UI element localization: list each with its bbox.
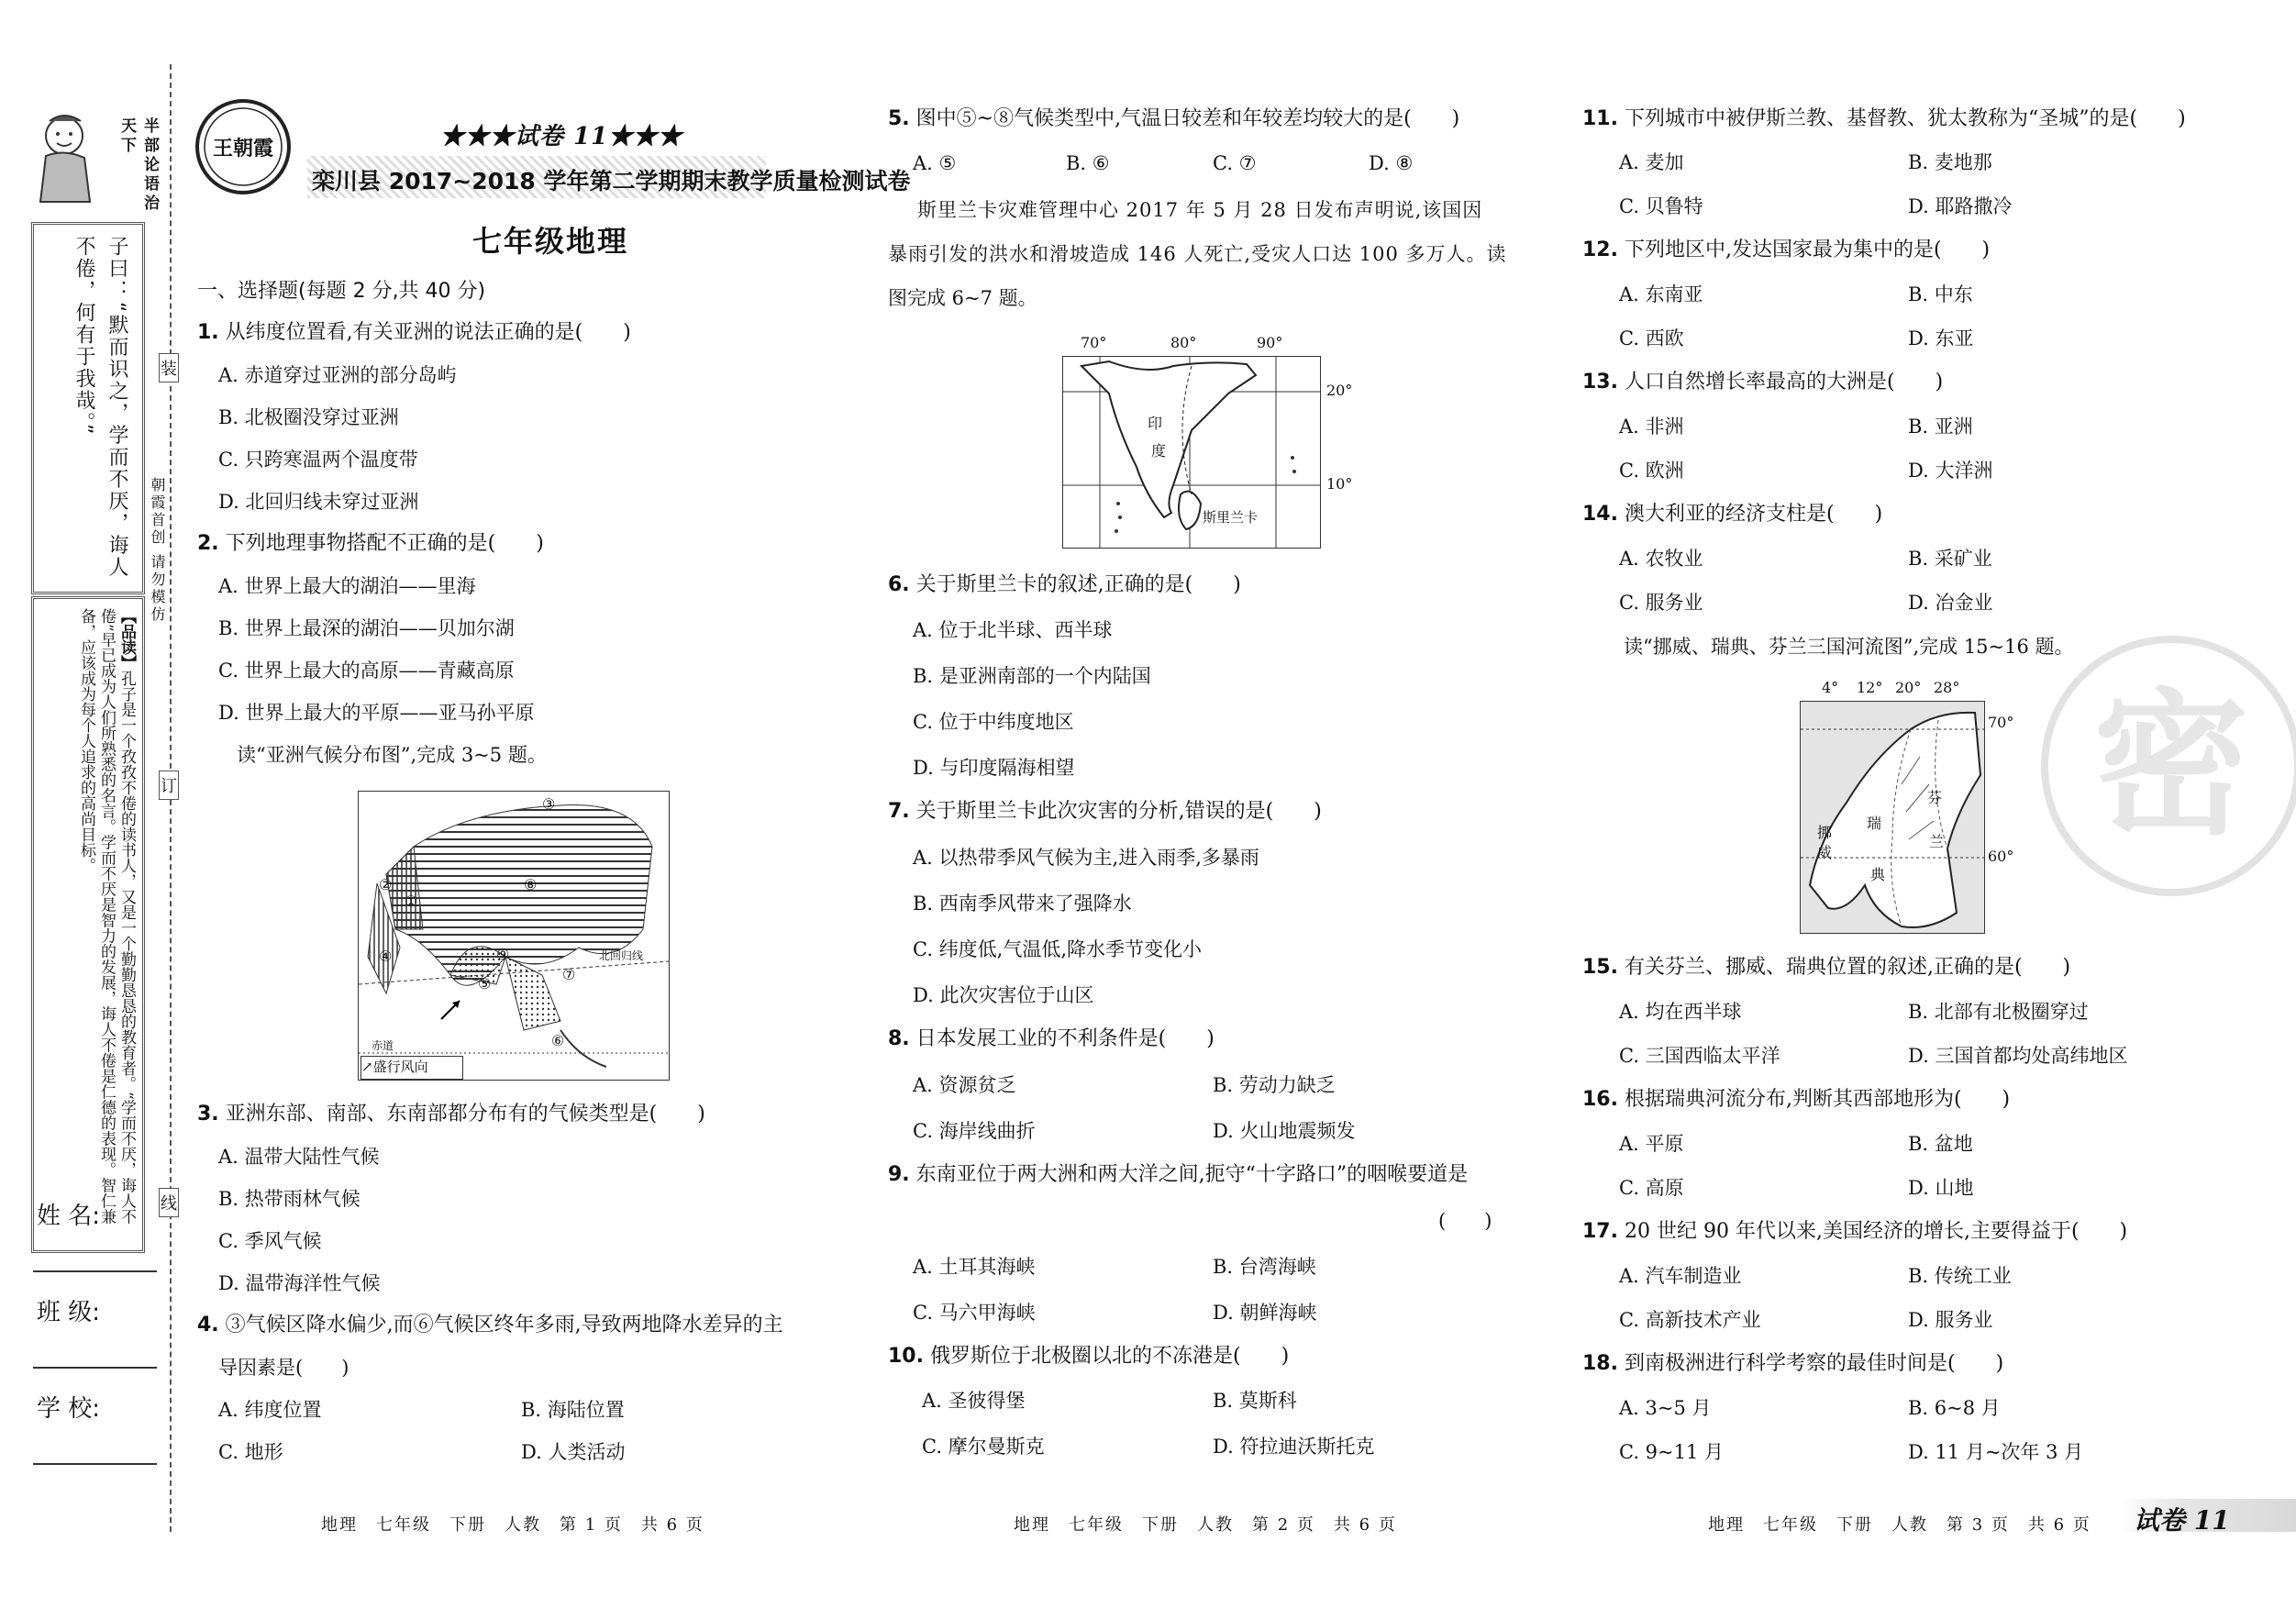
q3-option-d[interactable]: D. 温带海洋性气候 [218, 1272, 381, 1294]
footer-paper-tag [2101, 1499, 2296, 1536]
q6-option-b[interactable]: B. 是亚洲南部的一个内陆国 [913, 665, 1151, 687]
name-field[interactable] [33, 1270, 157, 1272]
q13-option-d[interactable]: D. 大洋洲 [1908, 460, 1993, 482]
secret-watermark [2038, 633, 2296, 899]
question-11 [1582, 105, 2186, 133]
climate-label-1: ① [405, 893, 418, 910]
q9-option-d[interactable]: D. 朝鲜海峡 [1213, 1302, 1317, 1324]
class-field[interactable] [33, 1367, 157, 1369]
q10-option-c[interactable]: C. 摩尔曼斯克 [922, 1436, 1045, 1458]
q3-text: 亚洲东部、南部、东南部都分布有的气候类型是( ) [225, 1103, 705, 1126]
q18-option-a[interactable]: A. 3~5 月 [1619, 1397, 1712, 1419]
lon-12: 12° [1857, 679, 1883, 696]
q18-option-d[interactable]: D. 11 月~次年 3 月 [1908, 1441, 2084, 1463]
q2-num: 2. [197, 532, 219, 555]
q10-option-a[interactable]: A. 圣彼得堡 [922, 1390, 1026, 1412]
q4-option-b[interactable]: B. 海陆位置 [521, 1399, 625, 1421]
footer-page-3: 地理 七年级 下册 人教 第 3 页 共 6 页 [1708, 1515, 2091, 1535]
climate-label-7: ⑦ [562, 966, 576, 983]
q9-paren: ( ) [1438, 1210, 1492, 1232]
q3-option-a[interactable]: A. 温带大陆性气候 [218, 1146, 380, 1168]
q17-option-c[interactable]: C. 高新技术产业 [1619, 1309, 1761, 1331]
nordic-map-frame [1800, 701, 1985, 934]
climate-label-5: ⑤ [478, 975, 492, 993]
q13-num: 13. [1582, 371, 1618, 394]
q6-num: 6. [888, 573, 910, 596]
q13-option-a[interactable]: A. 非洲 [1619, 416, 1684, 438]
brand-logo [193, 96, 294, 197]
footer-page-2: 地理 七年级 下册 人教 第 2 页 共 6 页 [1014, 1515, 1397, 1535]
question-14 [1582, 501, 1882, 528]
q13-option-b[interactable]: B. 亚洲 [1908, 416, 1973, 438]
q7-option-c[interactable]: C. 纬度低,气温低,降水季节变化小 [913, 938, 1203, 960]
q14-num: 14. [1582, 503, 1618, 526]
q1-option-c[interactable]: C. 只跨寒温两个温度带 [218, 449, 418, 471]
question-9 [888, 1161, 1468, 1189]
norway-label-2: 威 [1817, 844, 1833, 861]
q5-option-b[interactable]: B. ⑥ [1066, 152, 1110, 174]
sweden-label-1: 瑞 [1867, 815, 1882, 832]
wind-arrow-icon: ↗ [361, 1059, 373, 1075]
srilanka-label: 斯里兰卡 [1203, 509, 1259, 526]
q14-option-a[interactable]: A. 农牧业 [1619, 548, 1703, 570]
question-16 [1582, 1086, 2010, 1114]
q1-option-a[interactable]: A. 赤道穿过亚洲的部分岛屿 [218, 364, 457, 386]
lon-4: 4° [1822, 679, 1839, 696]
q15-option-d[interactable]: D. 三国首都均处高纬地区 [1908, 1045, 2128, 1067]
q6-option-d[interactable]: D. 与印度隔海相望 [913, 757, 1075, 779]
india-label-2: 度 [1151, 442, 1167, 460]
question-10 [888, 1343, 1289, 1370]
q12-option-c[interactable]: C. 西欧 [1619, 327, 1684, 349]
q17-option-d[interactable]: D. 服务业 [1908, 1309, 1993, 1331]
q12-text: 下列地区中,发达国家最为集中的是( ) [1624, 238, 1991, 261]
climate-label-4: ④ [379, 948, 393, 965]
q8-num: 8. [888, 1027, 910, 1050]
question-8 [888, 1026, 1215, 1053]
q6-option-a[interactable]: A. 位于北半球、西半球 [913, 619, 1113, 641]
finland-label-2: 兰 [1929, 833, 1945, 850]
question-3 [197, 1101, 705, 1128]
q15-option-a[interactable]: A. 均在西半球 [1619, 1001, 1742, 1023]
q5-option-d[interactable]: D. ⑧ [1369, 152, 1414, 174]
equator-label: 赤道 [372, 1039, 394, 1052]
q5-text: 图中⑤~⑧气候类型中,气温日较差和年较差均较大的是( ) [915, 107, 1460, 130]
q9-num: 9. [888, 1163, 910, 1186]
q10-num: 10. [888, 1345, 924, 1368]
reading-title: 【品读】 [117, 608, 136, 671]
footer-tag-text: 试卷 11 [2134, 1505, 2230, 1536]
school-field[interactable] [33, 1463, 157, 1465]
q9-option-a[interactable]: A. 土耳其海峡 [913, 1256, 1036, 1278]
india-label-1: 印 [1148, 415, 1163, 432]
nordic-map-intro: 读“挪威、瑞典、芬兰三国河流图”,完成 15~16 题。 [1624, 636, 2074, 658]
footer-page-1: 地理 七年级 下册 人教 第 1 页 共 6 页 [321, 1515, 704, 1535]
q14-option-d[interactable]: D. 冶金业 [1908, 592, 1993, 614]
q18-option-c[interactable]: C. 9~11 月 [1619, 1441, 1725, 1463]
q12-option-a[interactable]: A. 东南亚 [1619, 283, 1703, 305]
q8-text: 日本发展工业的不利条件是( ) [915, 1027, 1215, 1050]
q5-num: 5. [888, 107, 910, 130]
srilanka-map [1062, 330, 1374, 550]
q13-text: 人口自然增长率最高的大洲是( ) [1624, 371, 1944, 394]
q12-option-b[interactable]: B. 中东 [1908, 283, 1973, 305]
q9-option-c[interactable]: C. 马六甲海峡 [913, 1302, 1036, 1324]
seal-char-2: 订 [159, 771, 179, 800]
lon-70: 70° [1081, 334, 1107, 351]
q2-option-d[interactable]: D. 世界上最大的平原——亚马孙平原 [218, 702, 535, 724]
section-title: 一、选择题(每题 2 分,共 40 分) [197, 280, 486, 303]
question-1 [197, 319, 631, 347]
q8-option-d[interactable]: D. 火山地震频发 [1213, 1120, 1356, 1142]
q4-text: ③气候区降水偏少,而⑥气候区终年多雨,导致两地降水差异的主 [225, 1314, 783, 1336]
q11-option-c[interactable]: C. 贝鲁特 [1619, 195, 1703, 217]
class-label: 班 级: [37, 1299, 101, 1326]
q12-num: 12. [1582, 238, 1618, 261]
lon-28: 28° [1934, 679, 1960, 696]
finland-label-1: 芬 [1927, 789, 1943, 806]
q3-option-c[interactable]: C. 季风气候 [218, 1230, 322, 1252]
q11-num: 11. [1582, 107, 1618, 130]
climate-label-8: ⑧ [524, 876, 538, 893]
sweden-label-2: 典 [1870, 866, 1886, 883]
q11-option-d[interactable]: D. 耶路撒冷 [1908, 195, 2013, 217]
question-13 [1582, 369, 1943, 396]
watermark-char: 密 [2092, 675, 2249, 857]
question-2 [197, 530, 544, 558]
q15-option-b[interactable]: B. 北部有北极圈穿过 [1908, 1001, 2089, 1023]
climate-label-6: ⑥ [551, 1032, 565, 1049]
lon-20: 20° [1895, 679, 1922, 696]
vertical-note: 朝霞首创 请勿模仿 [149, 477, 166, 625]
q7-option-a[interactable]: A. 以热带季风气候为主,进入雨季,多暴雨 [913, 847, 1259, 869]
q1-num: 1. [197, 321, 219, 344]
quote-box [31, 222, 145, 594]
seal-char-1: 装 [159, 353, 179, 383]
q2-text: 下列地理事物搭配不正确的是( ) [225, 532, 544, 555]
lon-90: 90° [1257, 334, 1283, 351]
school-label: 学 校: [37, 1395, 101, 1423]
q1-text: 从纬度位置看,有关亚洲的说法正确的是( ) [225, 321, 631, 344]
q5-option-c[interactable]: C. ⑦ [1213, 152, 1257, 174]
q18-option-b[interactable]: B. 6~8 月 [1908, 1397, 2001, 1419]
q18-text: 到南极洲进行科学考察的最佳时间是( ) [1624, 1352, 2004, 1375]
q11-option-a[interactable]: A. 麦加 [1619, 151, 1684, 173]
nordic-map [1800, 677, 2038, 936]
q4-option-d[interactable]: D. 人类活动 [521, 1441, 626, 1463]
q3-option-b[interactable]: B. 热带雨林气候 [218, 1188, 360, 1210]
question-5 [888, 105, 1459, 133]
exam-title: 栾川县 2017~2018 学年第二学期期末教学质量检测试卷 [312, 168, 911, 194]
lat-70: 70° [1988, 714, 2014, 731]
norway-label-1: 挪 [1817, 824, 1833, 841]
confucius-illustration [29, 110, 103, 206]
lat-20: 20° [1326, 382, 1353, 399]
subject-title: 七年级地理 [472, 224, 629, 259]
q7-option-d[interactable]: D. 此次灾害位于山区 [913, 984, 1094, 1006]
q9-text: 东南亚位于两大洲和两大洋之间,扼守“十字路口”的咽喉要道是 [915, 1163, 1469, 1186]
question-7 [888, 798, 1322, 826]
q10-option-d[interactable]: D. 符拉迪沃斯托克 [1213, 1436, 1375, 1458]
q15-text: 有关芬兰、挪威、瑞典位置的叙述,正确的是( ) [1624, 956, 2071, 979]
question-17 [1582, 1218, 2127, 1246]
tropic-label: 北回归线 [599, 949, 644, 962]
climate-label-2: ② [379, 876, 393, 893]
paper-tag: ★★★试卷 11★★★ [440, 123, 683, 150]
lon-80: 80° [1170, 334, 1197, 351]
q16-option-a[interactable]: A. 平原 [1619, 1133, 1684, 1155]
q1-option-d[interactable]: D. 北回归线未穿过亚洲 [218, 491, 419, 513]
q4-num: 4. [197, 1314, 219, 1336]
reading-text [76, 608, 137, 1241]
motto-tag: 半部论语治天下 [117, 117, 159, 214]
q7-num: 7. [888, 800, 910, 823]
lat-10: 10° [1326, 475, 1353, 493]
q2-option-c[interactable]: C. 世界上最大的高原——青藏高原 [218, 660, 515, 682]
q8-option-b[interactable]: B. 劳动力缺乏 [1213, 1074, 1336, 1096]
q16-text: 根据瑞典河流分布,判断其西部地形为( ) [1624, 1088, 2011, 1111]
q16-option-b[interactable]: B. 盆地 [1908, 1133, 1973, 1155]
name-label: 姓 名: [37, 1203, 101, 1230]
q11-text: 下列城市中被伊斯兰教、基督教、犹太教称为“圣城”的是( ) [1624, 107, 2186, 130]
q18-num: 18. [1582, 1352, 1618, 1375]
q2-option-b[interactable]: B. 世界上最深的湖泊——贝加尔湖 [218, 617, 515, 639]
q10-option-b[interactable]: B. 莫斯科 [1213, 1390, 1297, 1412]
q13-option-c[interactable]: C. 欧洲 [1619, 460, 1684, 482]
q4-text-cont: 导因素是( ) [218, 1357, 349, 1379]
q14-option-c[interactable]: C. 服务业 [1619, 592, 1703, 614]
q14-option-b[interactable]: B. 采矿业 [1908, 548, 1992, 570]
q14-text: 澳大利亚的经济支柱是( ) [1624, 503, 1883, 526]
q2-option-a[interactable]: A. 世界上最大的湖泊——里海 [218, 575, 476, 597]
q8-option-c[interactable]: C. 海岸线曲折 [913, 1120, 1036, 1142]
question-12 [1582, 237, 1990, 264]
q5-option-a[interactable]: A. ⑤ [913, 152, 957, 174]
question-15 [1582, 954, 2070, 981]
q15-num: 15. [1582, 956, 1618, 979]
climate-label-3: ③ [542, 795, 556, 813]
reading-body: 孔子是一个孜孜不倦的读书人，又是一个勤勤恳恳的教育者。“学而不厌，诲人不倦”早已成为人们所熟悉的名言。学而不厌是智力的发展，诲人不倦是仁德的表现。智仁兼备，应该成为每个人追求的高尚目标。 [77, 608, 136, 1225]
question-6 [888, 571, 1241, 599]
q17-option-a[interactable]: A. 汽车制造业 [1619, 1265, 1742, 1287]
question-18 [1582, 1350, 2003, 1378]
passage-line-3: 图完成 6~7 题。 [888, 287, 1037, 309]
question-4 [197, 1312, 783, 1339]
q11-option-b[interactable]: B. 麦地那 [1908, 151, 1992, 173]
q3-num: 3. [197, 1103, 219, 1126]
quote-text: 子曰：“默而识之，学而不厌，诲人不倦，何有于我哉。” [72, 236, 128, 579]
q8-option-a[interactable]: A. 资源贫乏 [913, 1074, 1016, 1096]
passage-line-1: 斯里兰卡灾难管理中心 2017 年 5 月 28 日发布声明说,该国因 [917, 199, 1483, 221]
q4-option-c[interactable]: C. 地形 [218, 1441, 283, 1463]
q17-num: 17. [1582, 1220, 1618, 1243]
q6-option-c[interactable]: C. 位于中纬度地区 [913, 711, 1074, 733]
brand-name: 王朝霞 [212, 137, 273, 161]
q6-text: 关于斯里兰卡的叙述,正确的是( ) [915, 573, 1241, 596]
q17-text: 20 世纪 90 年代以来,美国经济的增长,主要得益于( ) [1624, 1220, 2128, 1243]
q12-option-d[interactable]: D. 东亚 [1908, 327, 1974, 349]
legend-text: 盛行风向 [372, 1059, 428, 1075]
q16-option-d[interactable]: D. 山地 [1908, 1177, 1974, 1199]
q10-text: 俄罗斯位于北极圈以北的不冻港是( ) [929, 1345, 1290, 1368]
q9-option-b[interactable]: B. 台湾海峡 [1213, 1256, 1316, 1278]
q16-num: 16. [1582, 1088, 1618, 1111]
asia-map-intro: 读“亚洲气候分布图”,完成 3~5 题。 [237, 744, 547, 766]
seal-char-3: 线 [159, 1188, 179, 1217]
reading-box [31, 596, 145, 1253]
q16-option-c[interactable]: C. 高原 [1619, 1177, 1684, 1199]
q1-option-b[interactable]: B. 北极圈没穿过亚洲 [218, 406, 399, 428]
q7-option-b[interactable]: B. 西南季风带来了强降水 [913, 893, 1132, 915]
srilanka-map-frame [1062, 356, 1321, 549]
passage-line-2: 暴雨引发的洪水和滑坡造成 146 人死亡,受灾人口达 100 多万人。读 [888, 243, 1507, 265]
lat-60: 60° [1988, 848, 2014, 865]
asia-climate-map [358, 791, 670, 1081]
q4-option-a[interactable]: A. 纬度位置 [218, 1399, 322, 1421]
q7-text: 关于斯里兰卡此次灾害的分析,错误的是( ) [915, 800, 1322, 823]
climate-label-9: ⑨ [496, 946, 510, 963]
map-legend [360, 1056, 463, 1080]
q17-option-b[interactable]: B. 传统工业 [1908, 1265, 2012, 1287]
q15-option-c[interactable]: C. 三国西临太平洋 [1619, 1045, 1780, 1067]
